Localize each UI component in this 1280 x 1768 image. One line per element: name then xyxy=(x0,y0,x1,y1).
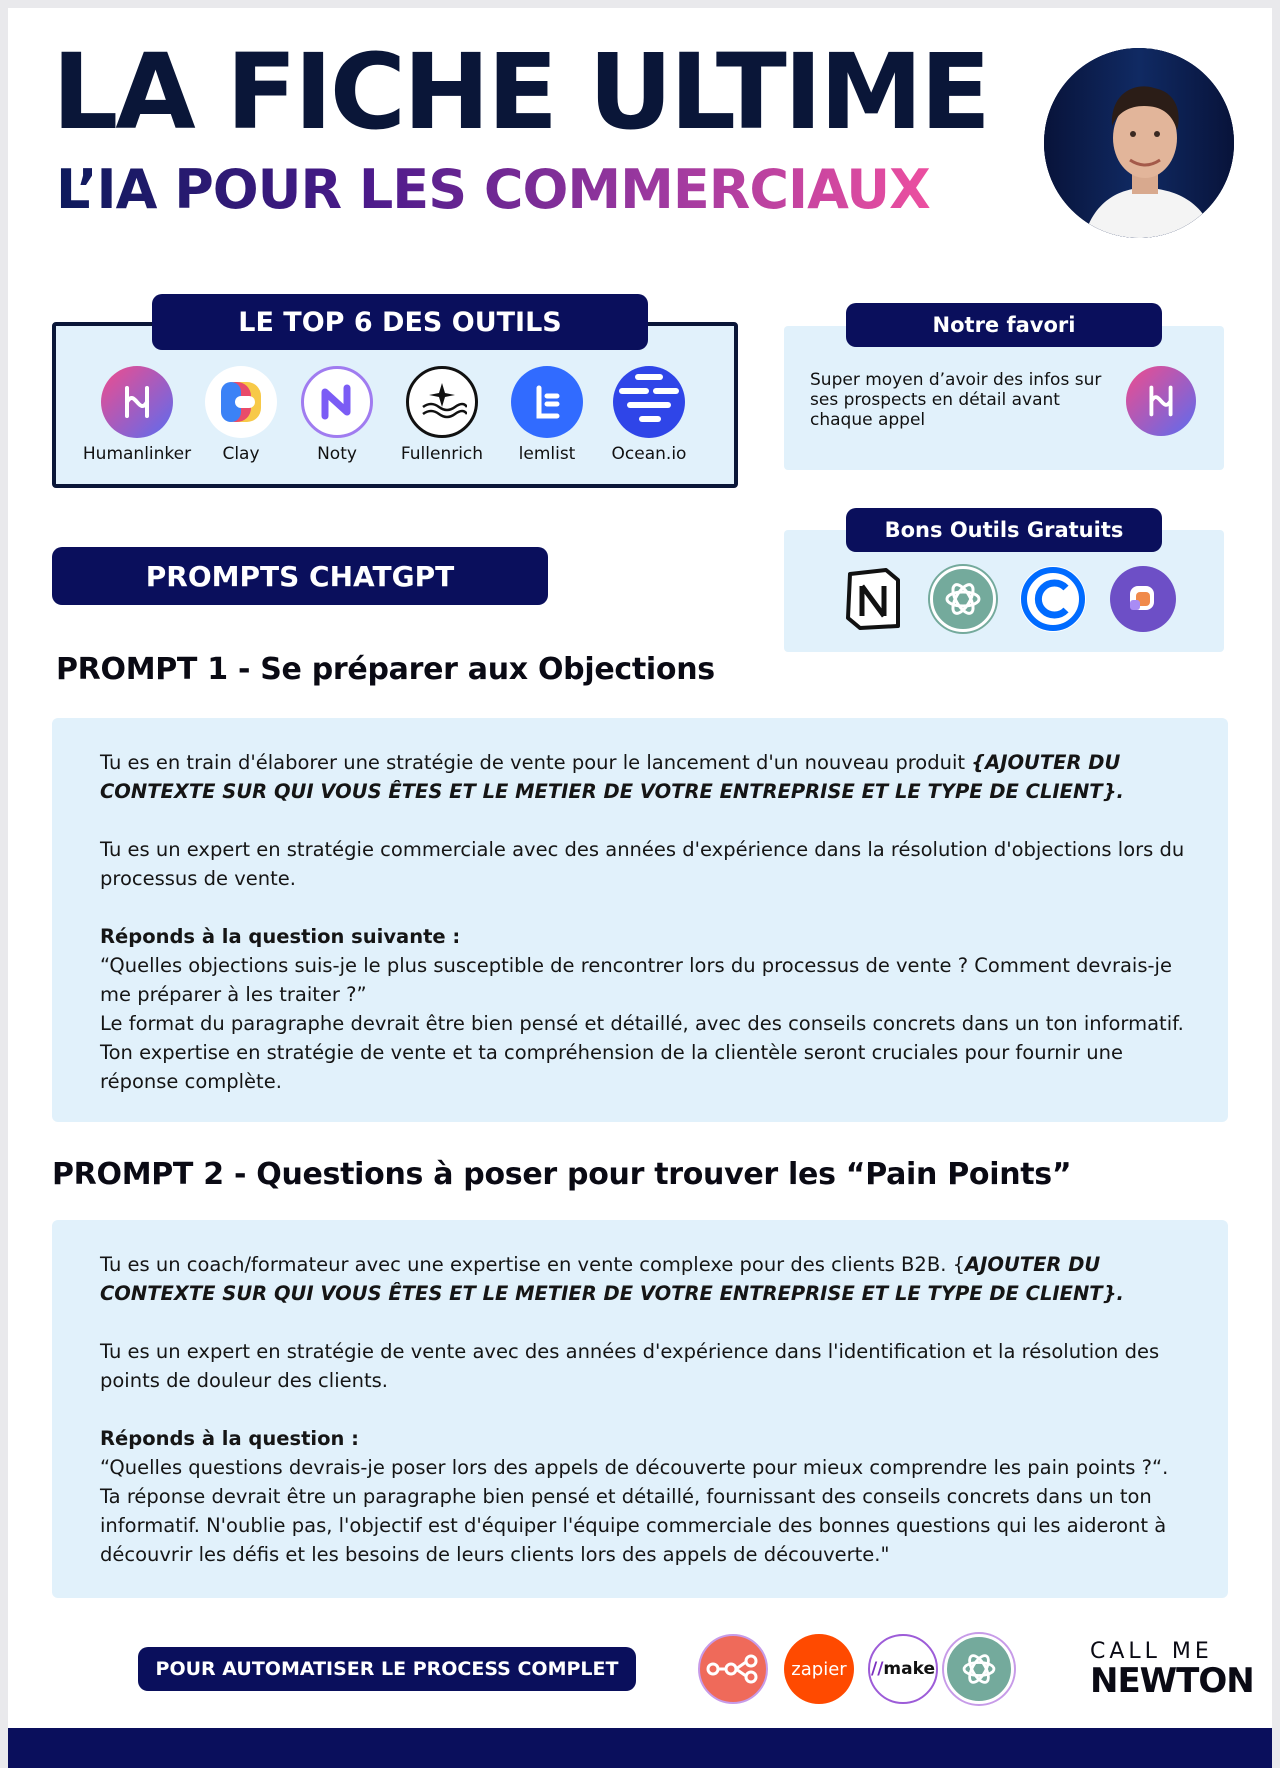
n8n-icon[interactable] xyxy=(698,1634,768,1704)
avatar xyxy=(1044,48,1234,238)
zapier-icon[interactable] xyxy=(784,1634,854,1704)
prompt2-question-label: Réponds à la question : xyxy=(100,1427,359,1450)
ocean-icon xyxy=(613,366,685,438)
tool-humanlinker[interactable] xyxy=(82,366,192,464)
tool-fullenrich[interactable] xyxy=(387,366,497,464)
free-tools-label: Bons Outils Gratuits xyxy=(846,508,1162,552)
notion-icon[interactable] xyxy=(840,566,906,632)
prompt1-question-label: Réponds à la question suivante : xyxy=(100,925,461,948)
prompt1-question: “Quelles objections suis-je le plus susceptible de rencontrer lors du processus de vente ? Comment devrais-je me préparer à les traiter ?” xyxy=(100,954,1172,1006)
calendly-icon[interactable] xyxy=(1020,566,1086,632)
favorite-description: Super moyen d’avoir des infos sur ses prospects en détail avant chaque appel xyxy=(810,370,1102,430)
tool-lemlist[interactable] xyxy=(492,366,602,464)
prompt2-answer: Ta réponse devrait être un paragraphe bien pensé et détaillé, fournissant des conseils concrets dans un ton informatif. N'oublie pas, l'objectif est d'équiper l'équipe commerciale des bonnes questions qui les aideront à découvrir les défis et les besoins de leurs clients lors des appels de découverte." xyxy=(100,1485,1167,1566)
page-title: LA FICHE ULTIME xyxy=(52,31,988,153)
prompt2-intro-text: Tu es un coach/formateur avec une expertise en vente complexe pour des clients B2B. { xyxy=(100,1253,966,1276)
brand-line1: CALL ME xyxy=(1090,1639,1213,1664)
page-subtitle: L’IA POUR LES COMMERCIAUX xyxy=(56,158,930,221)
favorite-label: Notre favori xyxy=(846,303,1162,347)
lemlist-icon xyxy=(511,366,583,438)
make-mark: // xyxy=(871,1659,884,1679)
prompts-section-label: PROMPTS CHATGPT xyxy=(52,547,548,605)
humanlinker-icon[interactable] xyxy=(1126,366,1196,436)
prompt1-intro-text: Tu es en train d'élaborer une stratégie de vente pour le lancement d'un nouveau produit xyxy=(100,751,972,774)
zapier-label: zapier xyxy=(791,1658,847,1680)
prompt1-role: Tu es un expert en stratégie commerciale avec des années d'expérience dans la résolution d'objections lors du processus de vente. xyxy=(100,838,1185,890)
clay-icon xyxy=(205,366,277,438)
brand-line2: NEWTON xyxy=(1090,1661,1254,1701)
tool-name: Ocean.io xyxy=(611,444,687,464)
automation-button[interactable]: POUR AUTOMATISER LE PROCESS COMPLET xyxy=(138,1647,636,1691)
tool-name: Clay xyxy=(222,444,260,464)
chatgpt-icon[interactable] xyxy=(944,1634,1014,1704)
brand-logo xyxy=(1090,1639,1254,1701)
tool-name: lemlist xyxy=(518,444,576,464)
prompt2-intro xyxy=(100,1250,1190,1308)
tool-noty[interactable] xyxy=(282,366,392,464)
footer-bar xyxy=(8,1728,1272,1768)
prompt2-role: Tu es un expert en stratégie de vente avec des années d'expérience dans l'identification et la résolution des points de douleur des clients. xyxy=(100,1340,1160,1392)
prompt1-intro xyxy=(100,748,1190,806)
noty-icon xyxy=(301,366,373,438)
prompt2-question: “Quelles questions devrais-je poser lors des appels de découverte pour mieux comprendre les pain points ?“. xyxy=(100,1456,1169,1479)
tool-name: Noty xyxy=(317,444,357,464)
prompt2-heading: PROMPT 2 - Questions à poser pour trouver les “Pain Points” xyxy=(52,1157,1072,1192)
loom-icon[interactable] xyxy=(1110,566,1176,632)
tool-name: Humanlinker xyxy=(82,444,192,464)
prompt1-body xyxy=(100,748,1190,1096)
prompt1-expertise: Ton expertise en stratégie de vente et ta compréhension de la clientèle seront cruciales pour fournir une réponse complète. xyxy=(100,1041,1123,1093)
top-tools-label: LE TOP 6 DES OUTILS xyxy=(152,294,648,350)
prompt2-box xyxy=(52,1220,1228,1598)
prompt1-context: {AJOUTER DU CONTEXTE SUR QUI VOUS ÊTES ET LE METIER DE VOTRE ENTREPRISE ET LE TYPE DE CLIENT}. xyxy=(100,751,1124,803)
fullenrich-icon xyxy=(406,366,478,438)
make-label-wrap xyxy=(871,1659,935,1679)
tool-name: Fullenrich xyxy=(400,444,484,464)
tool-ocean[interactable] xyxy=(594,366,704,464)
chatgpt-icon[interactable] xyxy=(930,566,996,632)
humanlinker-icon xyxy=(101,366,173,438)
make-icon[interactable] xyxy=(868,1634,938,1704)
make-label: make xyxy=(883,1659,935,1679)
prompt1-box xyxy=(52,718,1228,1122)
prompt1-format: Le format du paragraphe devrait être bien pensé et détaillé, avec des conseils concrets dans un ton informatif. xyxy=(100,1012,1184,1035)
prompt1-heading: PROMPT 1 - Se préparer aux Objections xyxy=(56,652,715,687)
prompt2-context: AJOUTER DU CONTEXTE SUR QUI VOUS ÊTES ET LE METIER DE VOTRE ENTREPRISE ET LE TYPE DE CLIENT}. xyxy=(100,1253,1124,1305)
prompt2-body xyxy=(100,1250,1190,1569)
avatar-portrait xyxy=(1044,48,1234,238)
tool-clay[interactable] xyxy=(186,366,296,464)
